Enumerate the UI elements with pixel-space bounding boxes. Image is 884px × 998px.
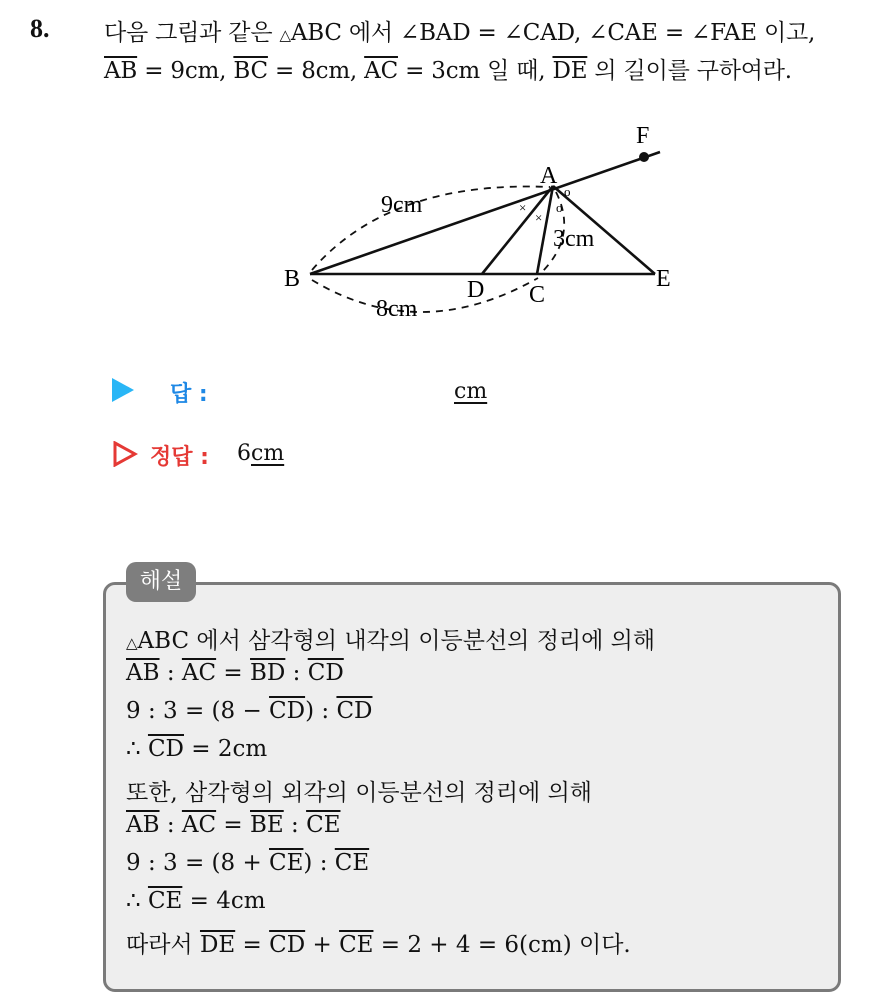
therefore-symbol: ∴ [126,888,148,914]
brace-ab [312,186,550,270]
equation-middle: ) : [305,698,337,724]
segment-cd: $\overline{CD}$ [147,736,184,762]
point-f-dot [639,152,649,162]
correct-answer-value [237,441,284,466]
segment-ac: $\overline{AC}$ [364,58,398,84]
segment-ad-line [482,186,553,274]
segment-cd: $\overline{CD}$ [336,698,373,724]
ratio-colon: : [285,660,308,686]
segment-ce: $\overline{CE}$ [306,812,341,838]
solution-line-8 [126,888,266,914]
label-a: A [540,163,558,189]
problem-line-1-post: ABC 에서 ∠BAD = ∠CAD, ∠CAE = ∠FAE 이고, [290,20,816,46]
segment-ce: $\overline{CE}$ [334,850,370,876]
segment-cd: $\overline{CD}$ [307,660,344,686]
plus-sign: + [305,932,340,958]
segment-be: $\overline{BE}$ [250,812,284,838]
label-c: C [529,282,546,308]
conclusion-prefix: 따라서 [126,932,200,958]
label-b: B [284,266,301,292]
result-ce: = 4cm [182,888,266,914]
correct-answer-icon [112,441,138,471]
segment-de: $\overline{DE}$ [199,932,236,958]
triangle-symbol: △ [126,634,138,652]
solution-line-7 [126,850,369,876]
problem-line-1-pre: 다음 그림과 같은 [104,20,280,46]
angle-mark-o-2: o [556,200,563,215]
angle-mark-o-1: o [564,184,571,199]
therefore-symbol: ∴ [126,736,148,762]
label-f: F [636,123,650,149]
ratio-colon: : [159,660,182,686]
segment-bc: $\overline{BC}$ [233,58,268,84]
answer-unit-text: cm [454,379,488,404]
problem-number: 8. [30,14,50,43]
brace-bc [312,278,538,312]
angle-mark-x-1: × [519,200,527,215]
equals-sign: = [235,932,270,958]
ac-value: = 3cm 일 때, [397,58,553,84]
solution-line-3 [126,698,372,724]
segment-ab: $\overline{AB}$ [126,812,160,838]
ratio-colon: : [283,812,307,838]
segment-bd: $\overline{BD}$ [250,660,286,686]
solution-line-5: 또한, 삼각형의 외각의 이등분선의 정리에 의해 [126,780,593,806]
solution-line-1 [126,622,655,655]
segment-ce: $\overline{CE}$ [269,850,304,876]
answer-label: 답 : [170,382,208,407]
answer-play-icon [112,378,134,406]
correct-answer-unit: cm [251,441,285,466]
bc-value: = 8cm, [267,58,365,84]
segment-cd: $\overline{CD}$ [269,932,306,958]
answer-unit [454,379,487,404]
solution-line-6 [126,812,340,838]
segment-ce: $\overline{CE}$ [339,932,374,958]
result-cd: = 2cm [184,736,268,762]
correct-answer-number: 6 [237,441,251,466]
segment-cd: $\overline{CD}$ [269,698,306,724]
solution-line-4 [126,736,267,762]
segment-ce: $\overline{CE}$ [147,888,183,914]
problem-line-2-tail: 의 길이를 구하여라. [587,58,792,84]
equals-sign: = [216,660,251,686]
geometry-figure [0,0,884,340]
solution-line-2 [126,660,344,686]
angle-mark-x-2: × [535,210,543,225]
ab-value: = 9cm, [137,58,234,84]
label-3cm: 3cm [553,226,595,252]
line-bf [310,152,660,274]
solution-line-1-text: ABC 에서 삼각형의 내각의 이등분선의 정리에 의해 [137,628,656,654]
solution-line-9 [126,926,631,959]
equals-sign: = [216,812,251,838]
segment-ab: $\overline{AB}$ [126,660,160,686]
label-9cm: 9cm [381,192,423,218]
equation-prefix: 9 : 3 = (8 − [126,698,270,724]
correct-answer-label: 정답 : [150,445,209,470]
segment-de: $\overline{DE}$ [552,58,588,84]
final-result: = 2 + 4 = 6(cm) 이다. [373,932,631,958]
segment-ac: $\overline{AC}$ [181,812,217,838]
ratio-colon: : [159,812,182,838]
equation-prefix: 9 : 3 = (8 + [126,850,270,876]
equation-middle: ) : [303,850,335,876]
segment-ab: $\overline{AB}$ [104,58,138,84]
label-e: E [656,266,671,292]
segment-ac-line [537,186,553,274]
label-8cm: 8cm [376,296,418,322]
triangle-symbol: △ [279,26,291,44]
solution-tag: 해설 [126,562,196,602]
segment-ac: $\overline{AC}$ [181,660,217,686]
label-d: D [467,277,485,303]
